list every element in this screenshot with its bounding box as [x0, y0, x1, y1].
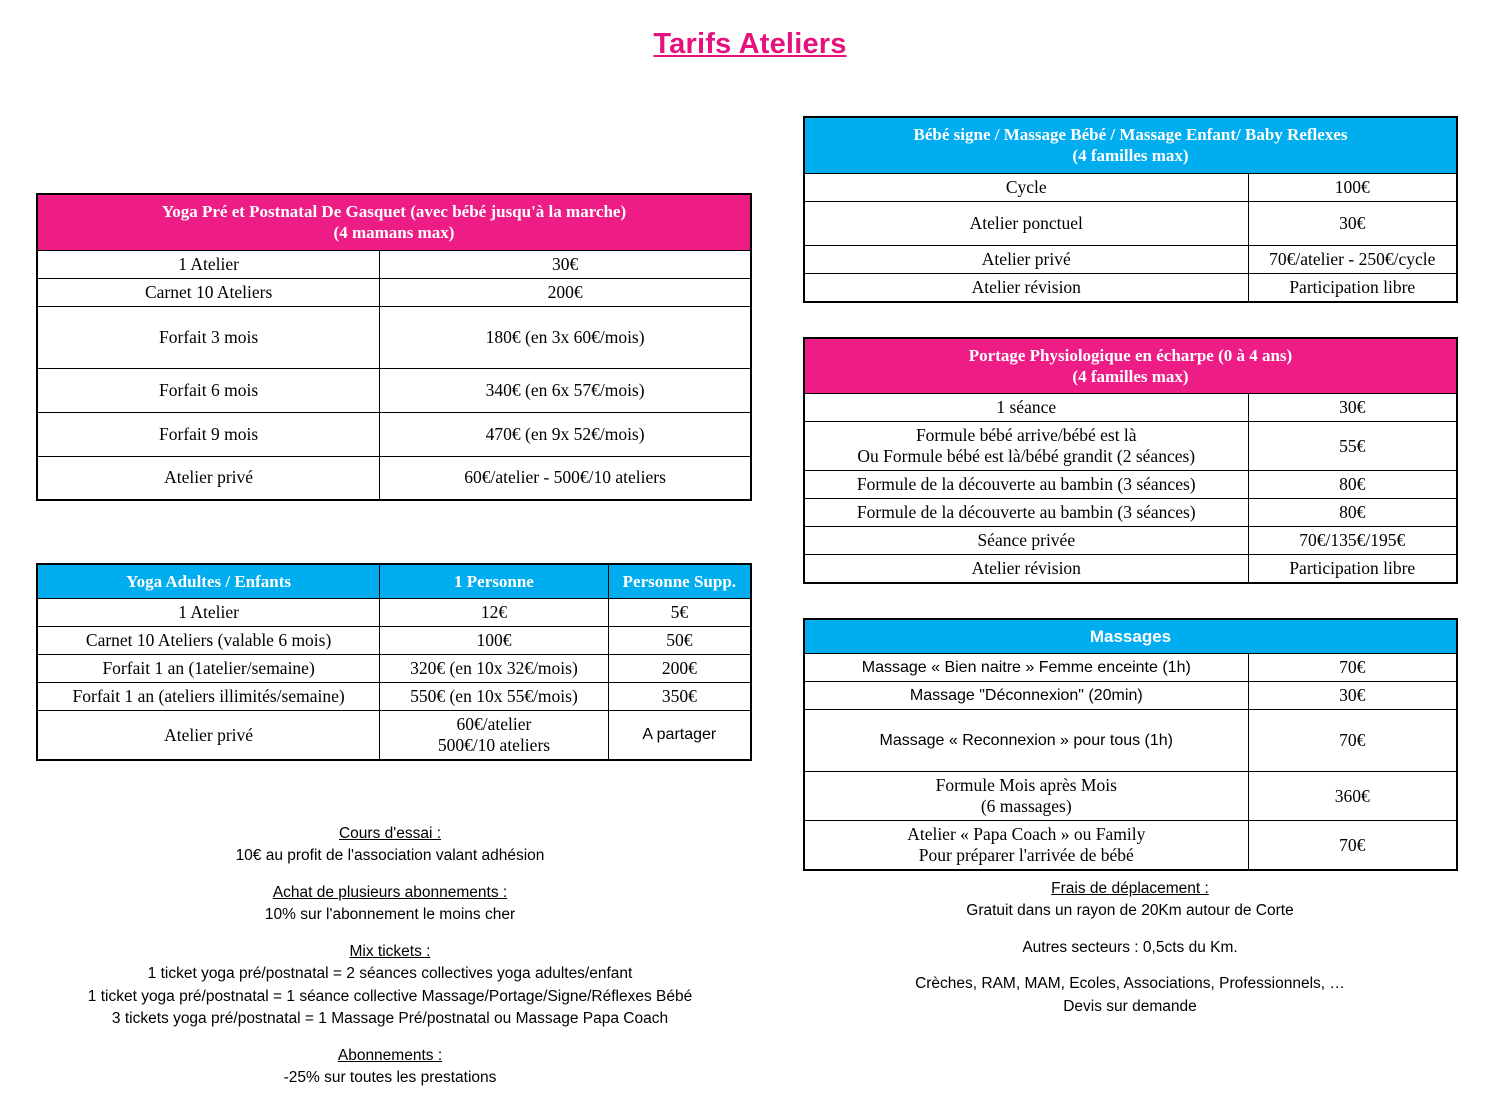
row-value: 30€ [1248, 201, 1457, 245]
header-line-2: (4 mamans max) [333, 223, 455, 243]
row-value-1: 320€ (en 10x 32€/mois) [380, 655, 608, 683]
header-line-2: (4 familles max) [1072, 146, 1189, 166]
row-label-line-1: Formule Mois après Mois [935, 775, 1117, 796]
note-line: 10% sur l'abonnement le moins cher [264, 906, 516, 924]
row-label-line-1: Formule bébé arrive/bébé est là [915, 425, 1137, 445]
table-row [804, 394, 1457, 422]
row-value-2: 50€ [608, 627, 751, 655]
row-value: 70€/135€/195€ [1248, 527, 1457, 555]
row-label-line-1: Atelier « Papa Coach » ou Family [907, 824, 1146, 845]
row-value: 470€ (en 9x 52€/mois) [380, 412, 751, 456]
table-row [804, 821, 1457, 871]
row-value: 200€ [380, 278, 751, 306]
note-line: Crèches, RAM, MAM, Ecoles, Associations, Professionnels, … [915, 975, 1345, 993]
row-label: Atelier révision [804, 273, 1248, 302]
row-label: Atelier privé [804, 245, 1248, 273]
table-row [37, 683, 751, 711]
right-column [803, 116, 1458, 871]
table-portage [803, 337, 1458, 585]
table-row [37, 599, 751, 627]
massages-header: Massages [804, 619, 1457, 654]
notes-right [790, 878, 1470, 1032]
table-row [804, 173, 1457, 201]
row-label-line-2: Ou Formule bébé est là/bébé grandit (2 séances) [857, 446, 1196, 466]
note-line: 10€ au profit de l'association valant adhésion [235, 847, 545, 865]
row-value-2: 5€ [608, 599, 751, 627]
note-block [30, 882, 750, 927]
row-label: Atelier privé [37, 711, 380, 761]
note-line: Gratuit dans un rayon de 20Km autour de Corte [966, 902, 1294, 920]
notes-left [30, 823, 750, 1104]
row-value: 55€ [1248, 422, 1457, 471]
row-value-2: A partager [608, 711, 751, 761]
row-label: Forfait 3 mois [37, 306, 380, 368]
table-row [37, 456, 751, 500]
table-row [37, 412, 751, 456]
row-value: 70€ [1248, 821, 1457, 871]
note-block [30, 941, 750, 1031]
table-bebe-signe [803, 116, 1458, 303]
note-line: 1 ticket yoga pré/postnatal = 1 séance collective Massage/Portage/Signe/Réflexes Bébé [87, 987, 693, 1005]
row-value: 340€ (en 6x 57€/mois) [380, 368, 751, 412]
table-row [804, 499, 1457, 527]
note-block [30, 823, 750, 868]
row-value-line-2: 500€/10 ateliers [437, 735, 551, 756]
header-line-1: Yoga Pré et Postnatal De Gasquet (avec bébé jusqu'à la marche) [161, 202, 627, 221]
table-row [37, 250, 751, 278]
row-label [804, 821, 1248, 871]
row-value-1: 12€ [380, 599, 608, 627]
note-heading: Abonnements : [337, 1046, 443, 1064]
row-value-2: 200€ [608, 655, 751, 683]
table-row [37, 711, 751, 761]
table-row [804, 527, 1457, 555]
table-yoga-prenatal [36, 193, 752, 501]
portage-header [804, 338, 1457, 394]
row-value-line-1: 60€/atelier [456, 714, 532, 735]
table-row [804, 555, 1457, 584]
row-value: Participation libre [1248, 273, 1457, 302]
table-row [804, 654, 1457, 682]
note-block [790, 973, 1470, 1018]
row-value-2: 350€ [608, 683, 751, 711]
row-value: 360€ [1248, 772, 1457, 821]
header-line-1: Portage Physiologique en écharpe (0 à 4 ans) [968, 345, 1293, 365]
row-value: 30€ [1248, 682, 1457, 710]
row-label: Forfait 9 mois [37, 412, 380, 456]
row-label [804, 422, 1248, 471]
yoga-adultes-col-2: Personne Supp. [608, 564, 751, 599]
row-label: 1 séance [804, 394, 1248, 422]
row-value: 30€ [1248, 394, 1457, 422]
row-label: Forfait 1 an (1atelier/semaine) [37, 655, 380, 683]
header-line-1: Bébé signe / Massage Bébé / Massage Enfant/ Baby Reflexes [913, 125, 1348, 144]
row-label: Atelier révision [804, 555, 1248, 584]
row-label: Atelier ponctuel [804, 201, 1248, 245]
row-value: 60€/atelier - 500€/10 ateliers [380, 456, 751, 500]
row-value: 70€/atelier - 250€/cycle [1248, 245, 1457, 273]
row-label: Massage "Déconnexion" (20min) [804, 682, 1248, 710]
note-block [790, 878, 1470, 923]
note-block [30, 1045, 750, 1090]
row-value: 70€ [1248, 710, 1457, 772]
row-label: Formule de la découverte au bambin (3 séances) [804, 499, 1248, 527]
row-label: Formule de la découverte au bambin (3 séances) [804, 471, 1248, 499]
row-label: Cycle [804, 173, 1248, 201]
note-line: 3 tickets yoga pré/postnatal = 1 Massage Pré/postnatal ou Massage Papa Coach [111, 1010, 669, 1028]
row-label: 1 Atelier [37, 599, 380, 627]
row-value: 100€ [1248, 173, 1457, 201]
row-label-line-2: Pour préparer l'arrivée de bébé [918, 845, 1134, 866]
yoga-prenatal-header [37, 194, 751, 250]
table-row [37, 655, 751, 683]
table-row [37, 278, 751, 306]
table-row [37, 306, 751, 368]
table-row [804, 201, 1457, 245]
note-line: -25% sur toutes les prestations [283, 1069, 497, 1087]
row-label: Forfait 6 mois [37, 368, 380, 412]
note-heading: Mix tickets : [349, 942, 431, 960]
note-line: Autres secteurs : 0,5cts du Km. [1022, 938, 1238, 956]
row-label [804, 772, 1248, 821]
table-row [804, 422, 1457, 471]
table-row [804, 710, 1457, 772]
row-label: Forfait 1 an (ateliers illimités/semaine) [37, 683, 380, 711]
row-value-1: 100€ [380, 627, 608, 655]
note-block [790, 937, 1470, 959]
row-label: Séance privée [804, 527, 1248, 555]
note-line: 1 ticket yoga pré/postnatal = 2 séances collectives yoga adultes/enfant [147, 965, 633, 983]
table-massages [803, 618, 1458, 871]
table-yoga-adultes [36, 563, 752, 761]
table-row [804, 682, 1457, 710]
page-title: Tarifs Ateliers [653, 28, 847, 60]
row-value: 80€ [1248, 471, 1457, 499]
table-header-row [37, 564, 751, 599]
yoga-adultes-col-1: 1 Personne [380, 564, 608, 599]
row-value-1 [380, 711, 608, 761]
row-value: 180€ (en 3x 60€/mois) [380, 306, 751, 368]
row-value: 30€ [380, 250, 751, 278]
header-line-2: (4 familles max) [1072, 366, 1189, 386]
table-row [37, 368, 751, 412]
yoga-adultes-col-0: Yoga Adultes / Enfants [37, 564, 380, 599]
row-label: Carnet 10 Ateliers (valable 6 mois) [37, 627, 380, 655]
table-row [804, 471, 1457, 499]
left-column [36, 193, 752, 761]
row-label: Massage « Reconnexion » pour tous (1h) [804, 710, 1248, 772]
note-heading: Frais de déplacement : [1051, 880, 1209, 897]
table-header-row [804, 117, 1457, 173]
row-value: 80€ [1248, 499, 1457, 527]
table-header-row [37, 194, 751, 250]
note-heading: Cours d'essai : [338, 825, 442, 842]
table-row [804, 273, 1457, 302]
bebe-signe-header [804, 117, 1457, 173]
table-row [804, 245, 1457, 273]
row-label: 1 Atelier [37, 250, 380, 278]
table-row [37, 627, 751, 655]
row-value-1: 550€ (en 10x 55€/mois) [380, 683, 608, 711]
row-value: 70€ [1248, 654, 1457, 682]
note-heading: Achat de plusieurs abonnements : [272, 883, 508, 901]
row-value: Participation libre [1248, 555, 1457, 584]
row-label-line-2: (6 massages) [980, 796, 1072, 817]
row-label: Massage « Bien naitre » Femme enceinte (1h) [804, 654, 1248, 682]
table-header-row [804, 619, 1457, 654]
row-label: Carnet 10 Ateliers [37, 278, 380, 306]
row-label: Atelier privé [37, 456, 380, 500]
note-line: Devis sur demande [1063, 997, 1197, 1015]
table-row [804, 772, 1457, 821]
table-header-row [804, 338, 1457, 394]
